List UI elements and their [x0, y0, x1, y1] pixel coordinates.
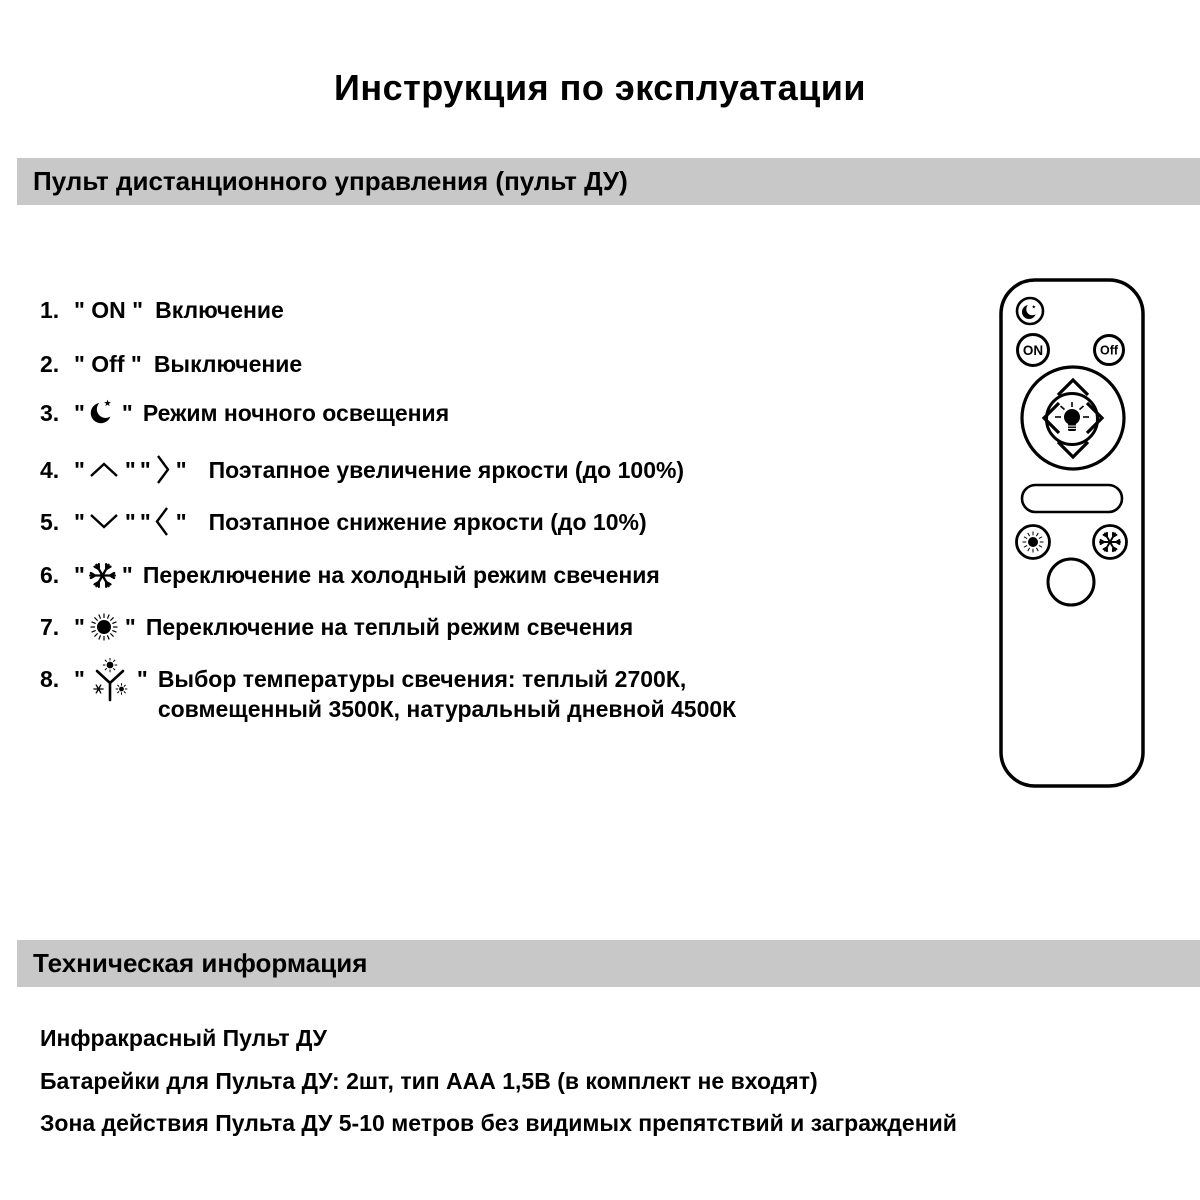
list-item-8 [40, 664, 742, 724]
off-button-label: Off [1099, 343, 1119, 358]
item-number: 3. [40, 399, 60, 426]
quote: " [139, 456, 151, 483]
quote: " [121, 399, 133, 426]
round-button [1048, 559, 1094, 605]
item-text: Выключение [153, 351, 303, 377]
section-header-remote: Пульт дистанционного управления (пульт ДУ) [33, 166, 628, 196]
section-bar-remote [17, 158, 1200, 205]
button-label: " Off " [74, 351, 142, 377]
list-item-5 [40, 506, 653, 537]
item-text: Включение [155, 297, 284, 323]
item-number: 5. [40, 508, 60, 535]
remote-illustration [999, 278, 1145, 788]
quote: " [74, 666, 85, 692]
tech-line-3: Зона действия Пульта ДУ 5-10 метров без видимых препятствий и заграждений [40, 1110, 957, 1136]
temperature-select-icon [89, 658, 131, 704]
quote: " [124, 456, 136, 483]
item-number: 8. [40, 666, 60, 692]
item-text: Переключение на холодный режим свечения [142, 562, 660, 588]
item-text-line1: Выбор температуры свечения: теплый 2700К, [157, 666, 687, 692]
item-text-block [158, 664, 736, 724]
quote: " [175, 456, 187, 483]
quote: " [124, 508, 136, 535]
cold-mode-button [1094, 526, 1127, 559]
quote: " [74, 562, 85, 588]
brightness-pad [1022, 367, 1124, 469]
section-header-tech: Техническая информация [33, 948, 368, 978]
quote: " [139, 508, 151, 535]
quote: " [74, 508, 85, 535]
chevron-up-icon [89, 461, 119, 478]
quote: " [175, 508, 187, 535]
quote: " [136, 666, 148, 692]
item-text: Поэтапное снижение яркости (до 10%) [208, 508, 647, 535]
quote: " [74, 456, 85, 483]
on-button [1018, 335, 1049, 366]
chevron-down-icon [89, 513, 119, 530]
item-text: Режим ночного освещения [142, 399, 450, 426]
quote: " [121, 562, 133, 588]
item-number: 6. [40, 562, 60, 588]
moon-icon [89, 397, 116, 428]
item-number: 1. [40, 297, 60, 323]
page-title: Инструкция по эксплуатации [333, 67, 867, 108]
item-number: 2. [40, 351, 60, 377]
list-item-4 [40, 454, 690, 485]
section-bar-tech [17, 940, 1200, 987]
tech-line-2: Батарейки для Пульта ДУ: 2шт, тип ААА 1,5В (в комплект не входят) [40, 1068, 818, 1094]
night-mode-button [1017, 298, 1043, 324]
quote: " [74, 399, 85, 426]
list-item-3 [40, 397, 455, 428]
item-text: Переключение на теплый режим свечения [145, 614, 634, 640]
item-text: Поэтапное увеличение яркости (до 100%) [208, 456, 685, 483]
list-item-7 [40, 612, 639, 642]
off-button [1095, 336, 1124, 365]
snowflake-icon [89, 562, 116, 589]
tech-line-1: Инфракрасный Пульт ДУ [40, 1025, 327, 1051]
button-label: " ON " [74, 297, 144, 323]
item-number: 4. [40, 456, 60, 483]
item-number: 7. [40, 614, 60, 640]
quote: " [74, 614, 85, 640]
quote: " [124, 614, 136, 640]
signal-window [1022, 485, 1122, 512]
chevron-left-icon [155, 506, 170, 537]
sun-icon [89, 612, 119, 642]
list-item-1 [40, 295, 290, 325]
item-text-line2: совмещенный 3500К, натуральный дневной 4500К [157, 696, 737, 722]
list-item-2 [40, 349, 308, 379]
list-item-6 [40, 560, 666, 590]
chevron-right-icon [155, 454, 170, 485]
warm-mode-button [1017, 526, 1050, 559]
on-button-label: ON [1022, 342, 1044, 358]
